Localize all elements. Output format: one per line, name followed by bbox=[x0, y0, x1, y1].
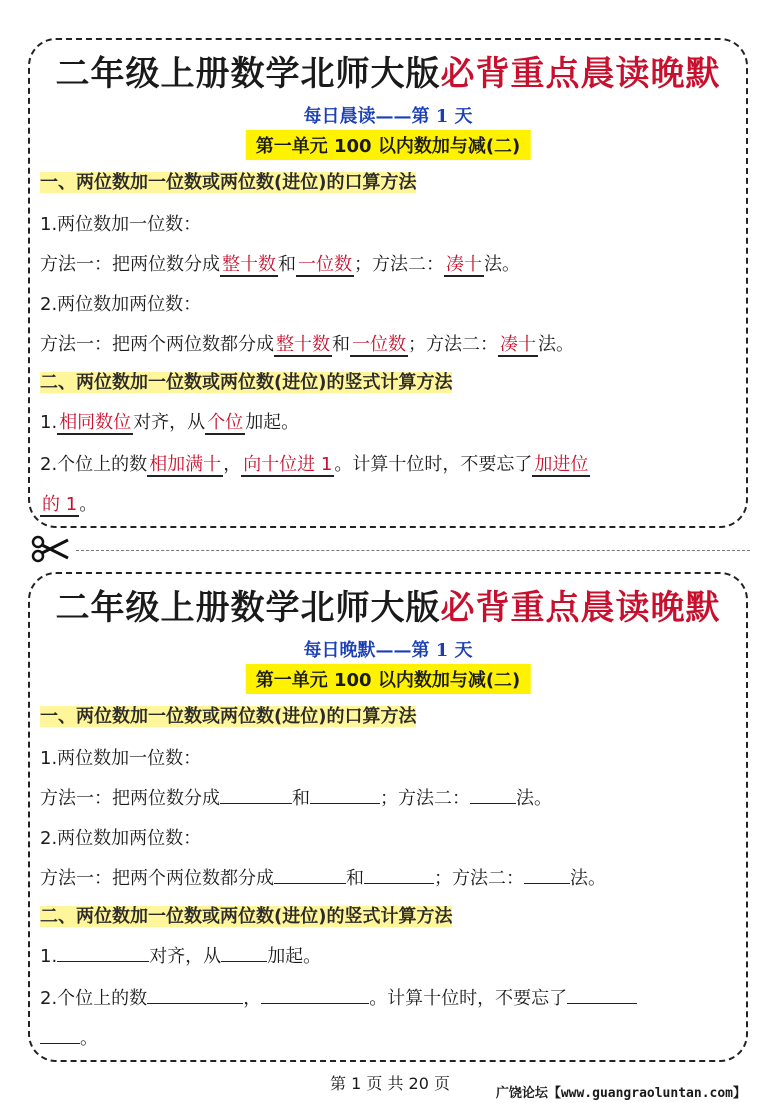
section-heading-2: 二、两位数加一位数或两位数(进位)的竖式计算方法 bbox=[40, 906, 453, 927]
day-subtitle: 每日晚默——第 1 天 bbox=[303, 640, 473, 661]
day-subtitle: 每日晨读——第 1 天 bbox=[303, 106, 473, 127]
morning-reading-card bbox=[28, 38, 748, 528]
fill-blank[interactable] bbox=[524, 865, 570, 884]
title-red: 必背重点晨读晚默 bbox=[440, 588, 721, 628]
section-heading-1: 一、两位数加一位数或两位数(进位)的口算方法 bbox=[40, 706, 417, 727]
fill-blank[interactable] bbox=[470, 785, 516, 804]
evening-dictation-card bbox=[28, 572, 748, 1062]
cut-line bbox=[76, 550, 750, 551]
answer: 整十数 bbox=[276, 334, 330, 355]
answer: 的 1 bbox=[42, 494, 78, 515]
title-main: 二年级上册数学北师大版 bbox=[55, 54, 441, 94]
fill-blank[interactable] bbox=[220, 785, 292, 804]
rule-line-2-cont: 。 bbox=[40, 1024, 98, 1050]
fill-blank[interactable] bbox=[364, 865, 434, 884]
section-heading-1: 一、两位数加一位数或两位数(进位)的口算方法 bbox=[40, 172, 417, 193]
rule-line-2: 2.个位上的数 相加满十 ， 向十位进 1 。计算十位时，不要忘了 加进位 bbox=[40, 454, 589, 475]
method-line-2: 方法一：把两个两位数都分成 整十数 和 一位数 ；方法二： 凑十 法。 bbox=[40, 334, 574, 355]
item-2-heading: 2.两位数加两位数： bbox=[40, 294, 202, 315]
unit-heading: 第一单元 100 以内数加与减(二) bbox=[246, 664, 531, 694]
item-2-heading: 2.两位数加两位数： bbox=[40, 828, 202, 849]
fill-blank[interactable] bbox=[221, 943, 267, 962]
answer: 相加满十 bbox=[149, 454, 222, 475]
page-number: 第 1 页 共 20 页 bbox=[330, 1074, 450, 1093]
card-title bbox=[30, 46, 746, 95]
answer: 个位 bbox=[207, 412, 244, 433]
answer: 凑十 bbox=[500, 334, 536, 355]
rule-line-1: 1. 对齐，从 加起。 bbox=[40, 942, 321, 968]
fill-blank[interactable] bbox=[274, 865, 346, 884]
fill-blank[interactable] bbox=[261, 985, 369, 1004]
fill-blank[interactable] bbox=[567, 985, 637, 1004]
item-1-heading: 1.两位数加一位数： bbox=[40, 748, 202, 769]
answer: 整十数 bbox=[222, 254, 276, 275]
fill-blank[interactable] bbox=[57, 943, 149, 962]
rule-line-1: 1. 相同数位 对齐，从 个位 加起。 bbox=[40, 412, 300, 433]
card-title bbox=[30, 580, 746, 629]
rule-line-2: 2.个位上的数 ， 。计算十位时，不要忘了 bbox=[40, 984, 637, 1010]
fill-blank[interactable] bbox=[147, 985, 243, 1004]
scissors-icon bbox=[30, 534, 70, 564]
unit-heading: 第一单元 100 以内数加与减(二) bbox=[246, 130, 531, 160]
rule-line-2-cont: 的 1 。 bbox=[42, 494, 98, 515]
method-line-2: 方法一：把两个两位数都分成 和 ；方法二： 法。 bbox=[40, 864, 606, 890]
item-1-heading: 1.两位数加一位数： bbox=[40, 214, 202, 235]
answer: 向十位进 1 bbox=[243, 454, 333, 475]
answer: 凑十 bbox=[446, 254, 482, 275]
fill-blank[interactable] bbox=[310, 785, 380, 804]
title-red: 必背重点晨读晚默 bbox=[440, 54, 721, 94]
answer: 加进位 bbox=[534, 454, 589, 475]
answer: 一位数 bbox=[298, 254, 352, 275]
method-line-1: 方法一：把两位数分成 和 ；方法二： 法。 bbox=[40, 784, 552, 810]
method-line-1: 方法一：把两位数分成 整十数 和 一位数 ；方法二： 凑十 法。 bbox=[40, 254, 520, 275]
answer: 相同数位 bbox=[59, 412, 132, 433]
site-brand: 广饶论坛【www.guangraoluntan.com】 bbox=[495, 1086, 746, 1101]
section-heading-2: 二、两位数加一位数或两位数(进位)的竖式计算方法 bbox=[40, 372, 453, 393]
answer: 一位数 bbox=[352, 334, 406, 355]
fill-blank[interactable] bbox=[40, 1025, 80, 1044]
title-main: 二年级上册数学北师大版 bbox=[55, 588, 441, 628]
